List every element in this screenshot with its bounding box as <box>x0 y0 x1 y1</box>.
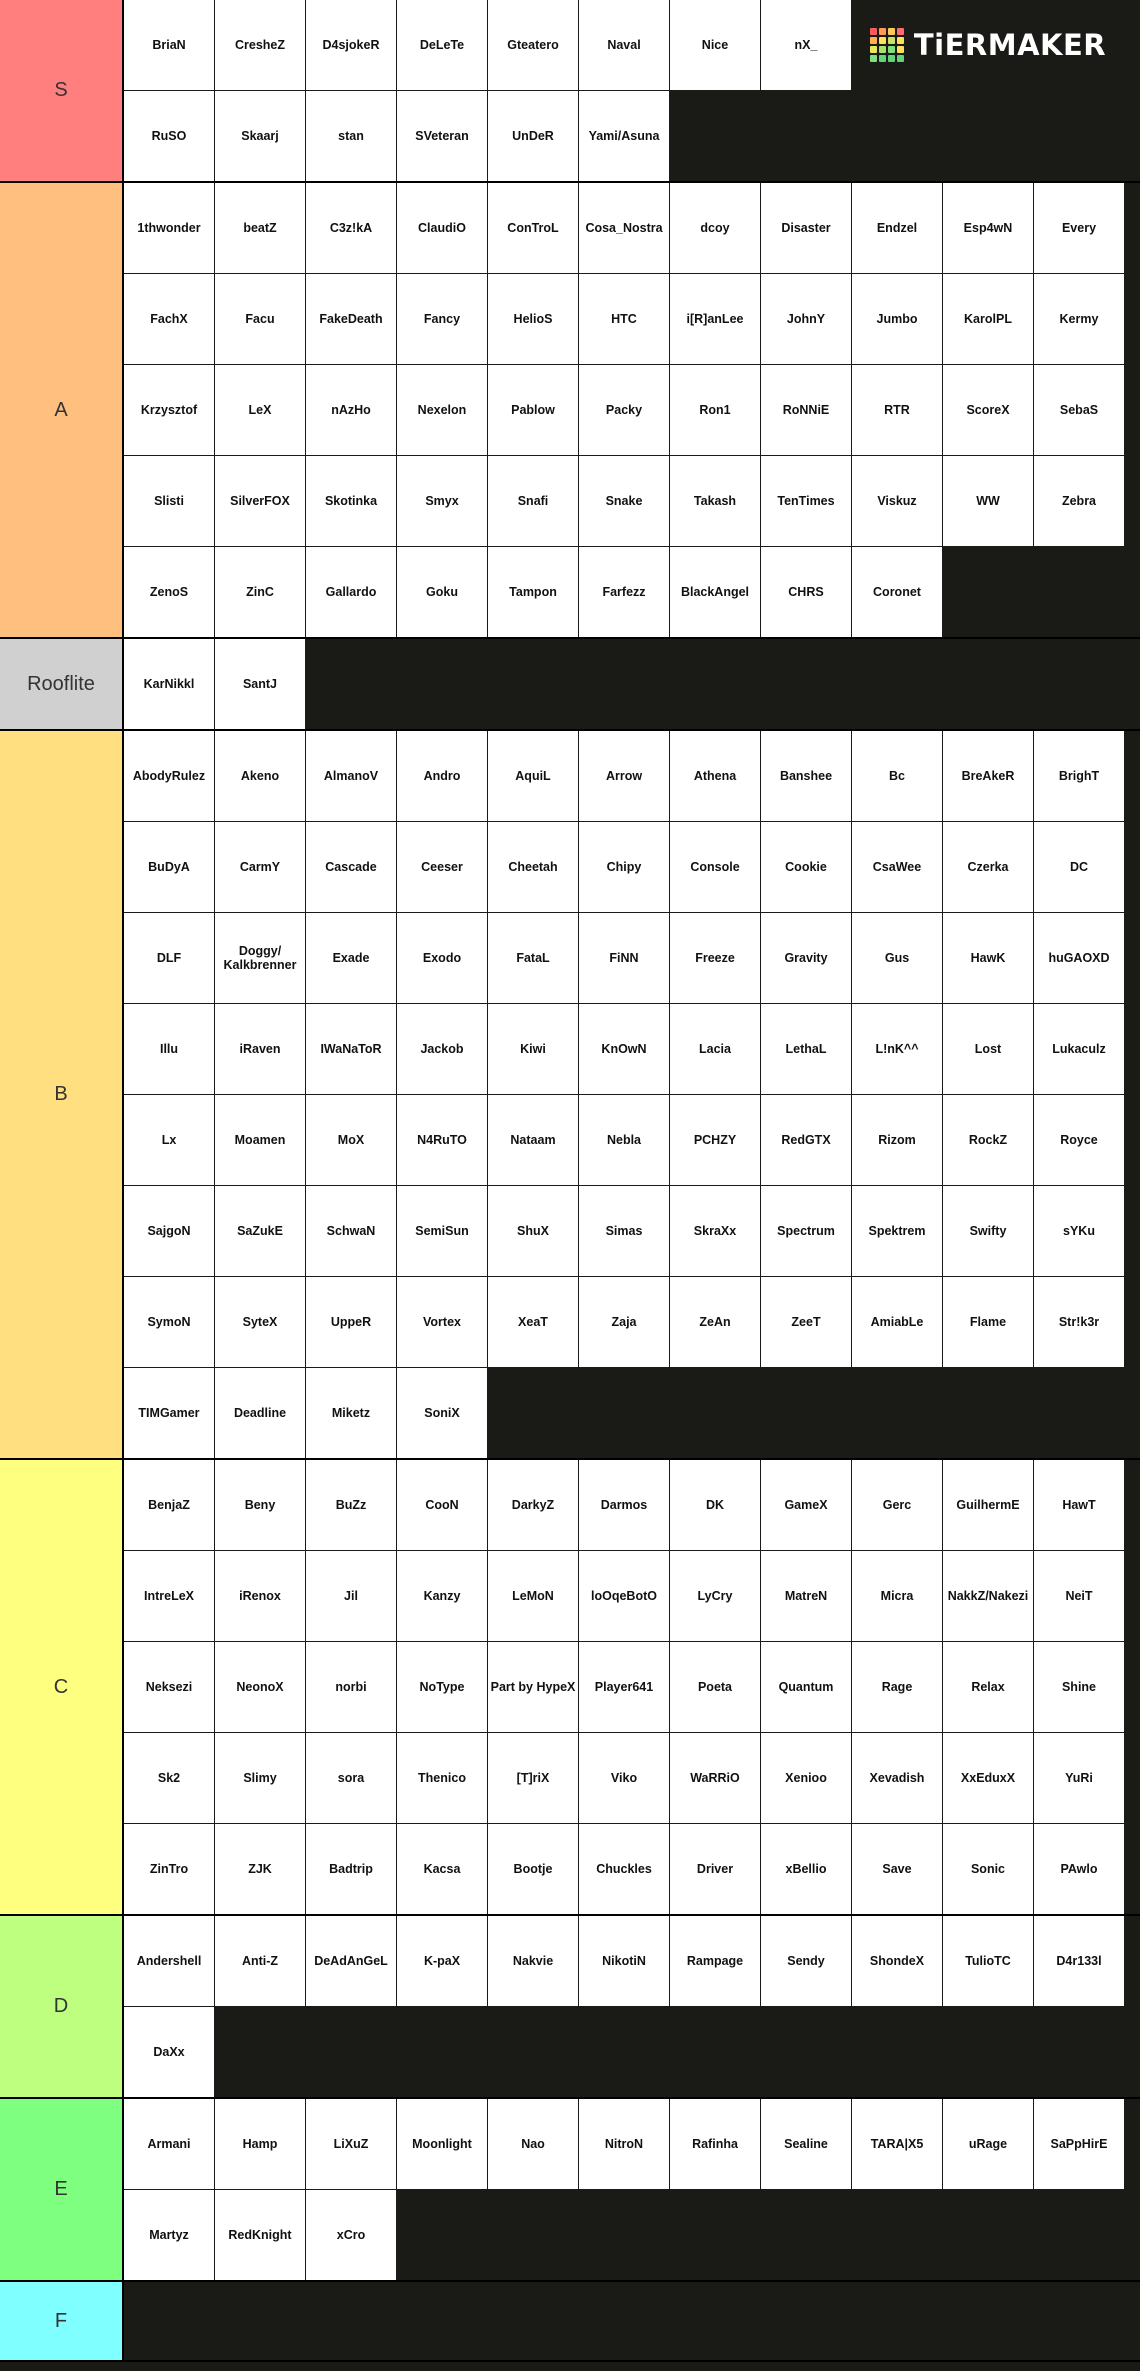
tier-item[interactable]: Andro <box>397 731 487 821</box>
tier-item[interactable]: Cheetah <box>488 822 578 912</box>
tier-item[interactable]: iRenox <box>215 1551 305 1641</box>
tier-item[interactable]: Hamp <box>215 2099 305 2189</box>
tier-item[interactable]: Banshee <box>761 731 851 821</box>
tier-item[interactable]: Str!k3r <box>1034 1277 1124 1367</box>
tier-item[interactable]: Sk2 <box>124 1733 214 1823</box>
tier-item[interactable]: Cascade <box>306 822 396 912</box>
tier-row-a <box>0 183 1140 639</box>
tier-item[interactable]: [T]riX <box>488 1733 578 1823</box>
tier-item[interactable]: Naval <box>579 0 669 90</box>
tier-item[interactable]: Snake <box>579 456 669 546</box>
tier-item[interactable]: Smyx <box>397 456 487 546</box>
tier-item[interactable]: SymoN <box>124 1277 214 1367</box>
tier-item[interactable]: Rizom <box>852 1095 942 1185</box>
tier-item[interactable]: Miketz <box>306 1368 396 1458</box>
tier-item[interactable]: Endzel <box>852 183 942 273</box>
tier-item[interactable]: IWaNaToR <box>306 1004 396 1094</box>
tier-item[interactable]: Swifty <box>943 1186 1033 1276</box>
tier-item[interactable]: Sonic <box>943 1824 1033 1914</box>
tier-item[interactable]: ZeAn <box>670 1277 760 1367</box>
tier-item[interactable]: K-paX <box>397 1916 487 2006</box>
tier-item[interactable]: C3z!kA <box>306 183 396 273</box>
tier-item[interactable]: WaRRiO <box>670 1733 760 1823</box>
tier-item[interactable]: SaPpHirE <box>1034 2099 1124 2189</box>
tier-item[interactable]: Cosa_Nostra <box>579 183 669 273</box>
tier-item[interactable]: HawT <box>1034 1460 1124 1550</box>
tier-item[interactable]: CooN <box>397 1460 487 1550</box>
tier-item[interactable]: Spektrem <box>852 1186 942 1276</box>
tier-item[interactable]: Driver <box>670 1824 760 1914</box>
tier-item[interactable]: BreAkeR <box>943 731 1033 821</box>
tier-item[interactable]: NeonoX <box>215 1642 305 1732</box>
tier-item[interactable]: Every <box>1034 183 1124 273</box>
tier-item[interactable]: ZJK <box>215 1824 305 1914</box>
tier-item[interactable]: Nebla <box>579 1095 669 1185</box>
tier-item[interactable]: Cookie <box>761 822 851 912</box>
tier-item[interactable]: CarmY <box>215 822 305 912</box>
tier-item[interactable]: Fancy <box>397 274 487 364</box>
tier-item[interactable]: Coronet <box>852 547 942 637</box>
tier-item[interactable]: CHRS <box>761 547 851 637</box>
tier-item[interactable]: NoType <box>397 1642 487 1732</box>
tier-item[interactable]: BriaN <box>124 0 214 90</box>
tier-item[interactable]: Disaster <box>761 183 851 273</box>
tier-item[interactable]: Zaja <box>579 1277 669 1367</box>
tier-item[interactable]: HelioS <box>488 274 578 364</box>
tier-item[interactable]: Poeta <box>670 1642 760 1732</box>
tier-item[interactable]: RoNNiE <box>761 365 851 455</box>
tier-item[interactable]: NeiT <box>1034 1551 1124 1641</box>
tier-item[interactable]: Snafi <box>488 456 578 546</box>
tier-item[interactable]: ZeeT <box>761 1277 851 1367</box>
tier-item[interactable]: Part by HypeX <box>488 1642 578 1732</box>
tier-item[interactable]: Nataam <box>488 1095 578 1185</box>
tier-items <box>124 731 1140 1458</box>
tier-item[interactable]: SemiSun <box>397 1186 487 1276</box>
tier-item[interactable]: FataL <box>488 913 578 1003</box>
tier-item[interactable]: SyteX <box>215 1277 305 1367</box>
tier-item[interactable]: DC <box>1034 822 1124 912</box>
tier-item[interactable]: BuDyA <box>124 822 214 912</box>
tier-item[interactable]: KarNikkl <box>124 639 214 729</box>
tier-items <box>124 2282 1140 2360</box>
tier-item[interactable]: Farfezz <box>579 547 669 637</box>
tier-item[interactable]: DeLeTe <box>397 0 487 90</box>
tier-item[interactable]: SchwaN <box>306 1186 396 1276</box>
tier-item[interactable]: RTR <box>852 365 942 455</box>
tier-item[interactable]: Nakvie <box>488 1916 578 2006</box>
tier-item[interactable]: Esp4wN <box>943 183 1033 273</box>
tier-item[interactable]: AmiabLe <box>852 1277 942 1367</box>
tier-item[interactable]: ZenoS <box>124 547 214 637</box>
tiermaker-logo-grid-icon <box>870 28 904 62</box>
tier-item[interactable]: Skotinka <box>306 456 396 546</box>
tier-item[interactable]: 1thwonder <box>124 183 214 273</box>
tier-item[interactable]: SaZukE <box>215 1186 305 1276</box>
tier-item[interactable]: YuRi <box>1034 1733 1124 1823</box>
tier-item[interactable]: Zebra <box>1034 456 1124 546</box>
tier-item[interactable]: Krzysztof <box>124 365 214 455</box>
tier-item[interactable]: Yami/Asuna <box>579 91 669 181</box>
tier-item[interactable]: Pablow <box>488 365 578 455</box>
tier-item[interactable]: Rage <box>852 1642 942 1732</box>
tier-item[interactable]: SoniX <box>397 1368 487 1458</box>
tier-item[interactable]: D4r133l <box>1034 1916 1124 2006</box>
tier-item[interactable]: Jumbo <box>852 274 942 364</box>
tier-item[interactable]: Bootje <box>488 1824 578 1914</box>
tier-item[interactable]: Packy <box>579 365 669 455</box>
tier-item[interactable]: MatreN <box>761 1551 851 1641</box>
tier-item[interactable]: Royce <box>1034 1095 1124 1185</box>
tier-item[interactable]: Vortex <box>397 1277 487 1367</box>
tier-items <box>124 2099 1140 2280</box>
tier-item[interactable]: SkraXx <box>670 1186 760 1276</box>
tier-item[interactable]: Xenioo <box>761 1733 851 1823</box>
tier-item[interactable]: HawK <box>943 913 1033 1003</box>
tier-item[interactable]: AbodyRulez <box>124 731 214 821</box>
tier-item[interactable]: ConTroL <box>488 183 578 273</box>
tier-item[interactable]: GameX <box>761 1460 851 1550</box>
tier-item[interactable]: Martyz <box>124 2190 214 2280</box>
tier-item[interactable]: XxEduxX <box>943 1733 1033 1823</box>
tier-items <box>124 1460 1140 1914</box>
tier-label[interactable]: E <box>0 2099 124 2280</box>
tier-item[interactable]: Sealine <box>761 2099 851 2189</box>
tier-item[interactable]: PAwlo <box>1034 1824 1124 1914</box>
tier-item[interactable]: Nexelon <box>397 365 487 455</box>
tier-row-f <box>0 2282 1140 2362</box>
tier-item[interactable]: KnOwN <box>579 1004 669 1094</box>
tier-row-b <box>0 731 1140 1460</box>
tier-item[interactable]: CresheZ <box>215 0 305 90</box>
tier-item[interactable]: XeaT <box>488 1277 578 1367</box>
tier-item[interactable]: Arrow <box>579 731 669 821</box>
tier-item[interactable]: nX_ <box>761 0 851 90</box>
tier-label[interactable]: S <box>0 0 124 181</box>
tier-item[interactable]: PCHZY <box>670 1095 760 1185</box>
tier-item[interactable]: xBellio <box>761 1824 851 1914</box>
tier-item[interactable]: Deadline <box>215 1368 305 1458</box>
tier-item[interactable]: RuSO <box>124 91 214 181</box>
tier-item[interactable]: Freeze <box>670 913 760 1003</box>
tier-item[interactable]: LethaL <box>761 1004 851 1094</box>
tier-item[interactable]: HTC <box>579 274 669 364</box>
tier-item[interactable]: Exade <box>306 913 396 1003</box>
tier-item[interactable]: Jackob <box>397 1004 487 1094</box>
tier-item[interactable]: NakkZ/Nakezi <box>943 1551 1033 1641</box>
tier-item[interactable]: Player641 <box>579 1642 669 1732</box>
tier-item[interactable]: LeMoN <box>488 1551 578 1641</box>
tier-item[interactable]: Lacia <box>670 1004 760 1094</box>
tier-item[interactable]: loOqeBotO <box>579 1551 669 1641</box>
tier-item[interactable]: TIMGamer <box>124 1368 214 1458</box>
tier-item[interactable]: Athena <box>670 731 760 821</box>
tier-item[interactable]: Ron1 <box>670 365 760 455</box>
tier-item[interactable]: LeX <box>215 365 305 455</box>
tier-item[interactable]: DLF <box>124 913 214 1003</box>
tier-item[interactable]: TARA|X5 <box>852 2099 942 2189</box>
tier-item[interactable]: Save <box>852 1824 942 1914</box>
tier-item[interactable]: LyCry <box>670 1551 760 1641</box>
tier-item[interactable]: D4sjokeR <box>306 0 396 90</box>
tier-item[interactable]: N4RuTO <box>397 1095 487 1185</box>
tier-item[interactable]: stan <box>306 91 396 181</box>
tier-item[interactable]: Viskuz <box>852 456 942 546</box>
tier-item[interactable]: GuilhermE <box>943 1460 1033 1550</box>
tier-item[interactable]: Czerka <box>943 822 1033 912</box>
tier-item[interactable]: Chipy <box>579 822 669 912</box>
tier-item[interactable]: dcoy <box>670 183 760 273</box>
tier-item[interactable]: Viko <box>579 1733 669 1823</box>
tier-item[interactable]: BrighT <box>1034 731 1124 821</box>
tier-item[interactable]: beatZ <box>215 183 305 273</box>
tier-item[interactable]: i[R]anLee <box>670 274 760 364</box>
tier-item[interactable]: DeAdAnGeL <box>306 1916 396 2006</box>
tier-row-e <box>0 2099 1140 2282</box>
tier-item[interactable]: Lost <box>943 1004 1033 1094</box>
tier-item[interactable]: Lukaculz <box>1034 1004 1124 1094</box>
tier-item[interactable]: Takash <box>670 456 760 546</box>
tier-item[interactable]: Slimy <box>215 1733 305 1823</box>
tier-item[interactable]: huGAOXD <box>1034 913 1124 1003</box>
tier-item[interactable]: UppeR <box>306 1277 396 1367</box>
tier-item[interactable]: Beny <box>215 1460 305 1550</box>
tier-item[interactable]: FiNN <box>579 913 669 1003</box>
tier-item[interactable]: Rampage <box>670 1916 760 2006</box>
tier-item[interactable]: FachX <box>124 274 214 364</box>
tier-item[interactable]: Lx <box>124 1095 214 1185</box>
tier-item[interactable]: WW <box>943 456 1033 546</box>
tier-item[interactable]: Console <box>670 822 760 912</box>
tier-item[interactable]: Andershell <box>124 1916 214 2006</box>
tier-item[interactable]: Darmos <box>579 1460 669 1550</box>
tier-item[interactable]: SajgoN <box>124 1186 214 1276</box>
tier-item[interactable]: ClaudiO <box>397 183 487 273</box>
tier-item[interactable]: NikotiN <box>579 1916 669 2006</box>
tier-item[interactable]: Illu <box>124 1004 214 1094</box>
tier-item[interactable]: Quantum <box>761 1642 851 1732</box>
tier-item[interactable]: Thenico <box>397 1733 487 1823</box>
tier-item[interactable]: CsaWee <box>852 822 942 912</box>
tier-item[interactable]: RedKnight <box>215 2190 305 2280</box>
tier-item[interactable]: FakeDeath <box>306 274 396 364</box>
tier-item[interactable]: xCro <box>306 2190 396 2280</box>
tier-item[interactable]: MoX <box>306 1095 396 1185</box>
tier-item[interactable]: SilverFOX <box>215 456 305 546</box>
tier-item[interactable]: Simas <box>579 1186 669 1276</box>
tier-label[interactable]: D <box>0 1916 124 2097</box>
tier-item[interactable]: Gus <box>852 913 942 1003</box>
tier-label[interactable]: F <box>0 2282 124 2360</box>
tier-item[interactable]: Doggy/ Kalkbrenner <box>215 913 305 1003</box>
tier-items <box>124 183 1140 637</box>
tier-row-rooflite <box>0 639 1140 731</box>
tier-item[interactable]: ScoreX <box>943 365 1033 455</box>
tier-item[interactable]: Moamen <box>215 1095 305 1185</box>
tier-item[interactable]: Gteatero <box>488 0 578 90</box>
tier-item[interactable]: Akeno <box>215 731 305 821</box>
tier-item[interactable]: Nao <box>488 2099 578 2189</box>
tier-item[interactable]: AlmanoV <box>306 731 396 821</box>
tier-item[interactable]: Moonlight <box>397 2099 487 2189</box>
tiermaker-logo-text: TiERMAKER <box>913 28 1107 62</box>
tier-item[interactable]: Shine <box>1034 1642 1124 1732</box>
tier-item[interactable]: Gerc <box>852 1460 942 1550</box>
tier-item[interactable]: ZinTro <box>124 1824 214 1914</box>
tier-item[interactable]: SVeteran <box>397 91 487 181</box>
tier-item[interactable]: Xevadish <box>852 1733 942 1823</box>
tier-row-d <box>0 1916 1140 2099</box>
tier-item[interactable]: Facu <box>215 274 305 364</box>
tier-row-c <box>0 1460 1140 1916</box>
tier-item[interactable]: ZinC <box>215 547 305 637</box>
tier-item[interactable]: DaXx <box>124 2007 214 2097</box>
tier-item[interactable]: iRaven <box>215 1004 305 1094</box>
tier-item[interactable]: Gravity <box>761 913 851 1003</box>
tier-item[interactable]: Neksezi <box>124 1642 214 1732</box>
tier-item[interactable]: Spectrum <box>761 1186 851 1276</box>
tier-item[interactable]: Kiwi <box>488 1004 578 1094</box>
tier-item[interactable]: Nice <box>670 0 760 90</box>
tier-item[interactable]: Bc <box>852 731 942 821</box>
tier-item[interactable]: Ceeser <box>397 822 487 912</box>
tier-label[interactable]: B <box>0 731 124 1458</box>
tier-item[interactable]: RockZ <box>943 1095 1033 1185</box>
tier-item[interactable]: ShuX <box>488 1186 578 1276</box>
tier-item[interactable]: SantJ <box>215 639 305 729</box>
tier-item[interactable]: Relax <box>943 1642 1033 1732</box>
tier-item[interactable]: RedGTX <box>761 1095 851 1185</box>
tier-item[interactable]: Kacsa <box>397 1824 487 1914</box>
tier-item[interactable]: uRage <box>943 2099 1033 2189</box>
tier-item[interactable]: UnDeR <box>488 91 578 181</box>
tier-item[interactable]: KarolPL <box>943 274 1033 364</box>
tier-item[interactable]: BenjaZ <box>124 1460 214 1550</box>
tier-row-s <box>0 0 1140 183</box>
tier-item[interactable]: sYKu <box>1034 1186 1124 1276</box>
tier-item[interactable]: SebaS <box>1034 365 1124 455</box>
tier-label[interactable]: Rooflite <box>0 639 124 729</box>
tier-item[interactable]: BlackAngel <box>670 547 760 637</box>
tier-item[interactable]: norbi <box>306 1642 396 1732</box>
tier-label[interactable]: A <box>0 183 124 637</box>
tier-item[interactable]: Micra <box>852 1551 942 1641</box>
tier-items <box>124 1916 1140 2097</box>
tier-item[interactable]: Jil <box>306 1551 396 1641</box>
tier-item[interactable]: TulioTC <box>943 1916 1033 2006</box>
tier-item[interactable]: ShondeX <box>852 1916 942 2006</box>
tier-items <box>124 639 1140 729</box>
tier-item[interactable]: sora <box>306 1733 396 1823</box>
tier-item[interactable]: Gallardo <box>306 547 396 637</box>
tier-item[interactable]: Tampon <box>488 547 578 637</box>
tier-item[interactable]: L!nK^^ <box>852 1004 942 1094</box>
tiermaker-logo <box>852 0 1124 90</box>
tier-item[interactable]: JohnY <box>761 274 851 364</box>
tier-item[interactable]: Flame <box>943 1277 1033 1367</box>
tier-item[interactable]: Kanzy <box>397 1551 487 1641</box>
tier-item[interactable]: Goku <box>397 547 487 637</box>
tier-item[interactable]: Exodo <box>397 913 487 1003</box>
tier-item[interactable]: LiXuZ <box>306 2099 396 2189</box>
tier-item[interactable]: nAzHo <box>306 365 396 455</box>
tier-item[interactable]: Armani <box>124 2099 214 2189</box>
tier-item[interactable]: BuZz <box>306 1460 396 1550</box>
tier-item[interactable]: DarkyZ <box>488 1460 578 1550</box>
tier-items <box>124 0 1140 181</box>
tier-item[interactable]: DK <box>670 1460 760 1550</box>
tier-item[interactable]: Rafinha <box>670 2099 760 2189</box>
tier-item[interactable]: Kermy <box>1034 274 1124 364</box>
tier-item[interactable]: Chuckles <box>579 1824 669 1914</box>
tier-label[interactable]: C <box>0 1460 124 1914</box>
tier-item[interactable]: TenTimes <box>761 456 851 546</box>
tier-item[interactable]: IntreLeX <box>124 1551 214 1641</box>
tier-item[interactable]: Anti-Z <box>215 1916 305 2006</box>
tier-item[interactable]: Slisti <box>124 456 214 546</box>
tier-item[interactable]: Sendy <box>761 1916 851 2006</box>
tier-item[interactable]: AquiL <box>488 731 578 821</box>
tier-item[interactable]: NitroN <box>579 2099 669 2189</box>
tier-item[interactable]: Skaarj <box>215 91 305 181</box>
tier-item[interactable]: Badtrip <box>306 1824 396 1914</box>
